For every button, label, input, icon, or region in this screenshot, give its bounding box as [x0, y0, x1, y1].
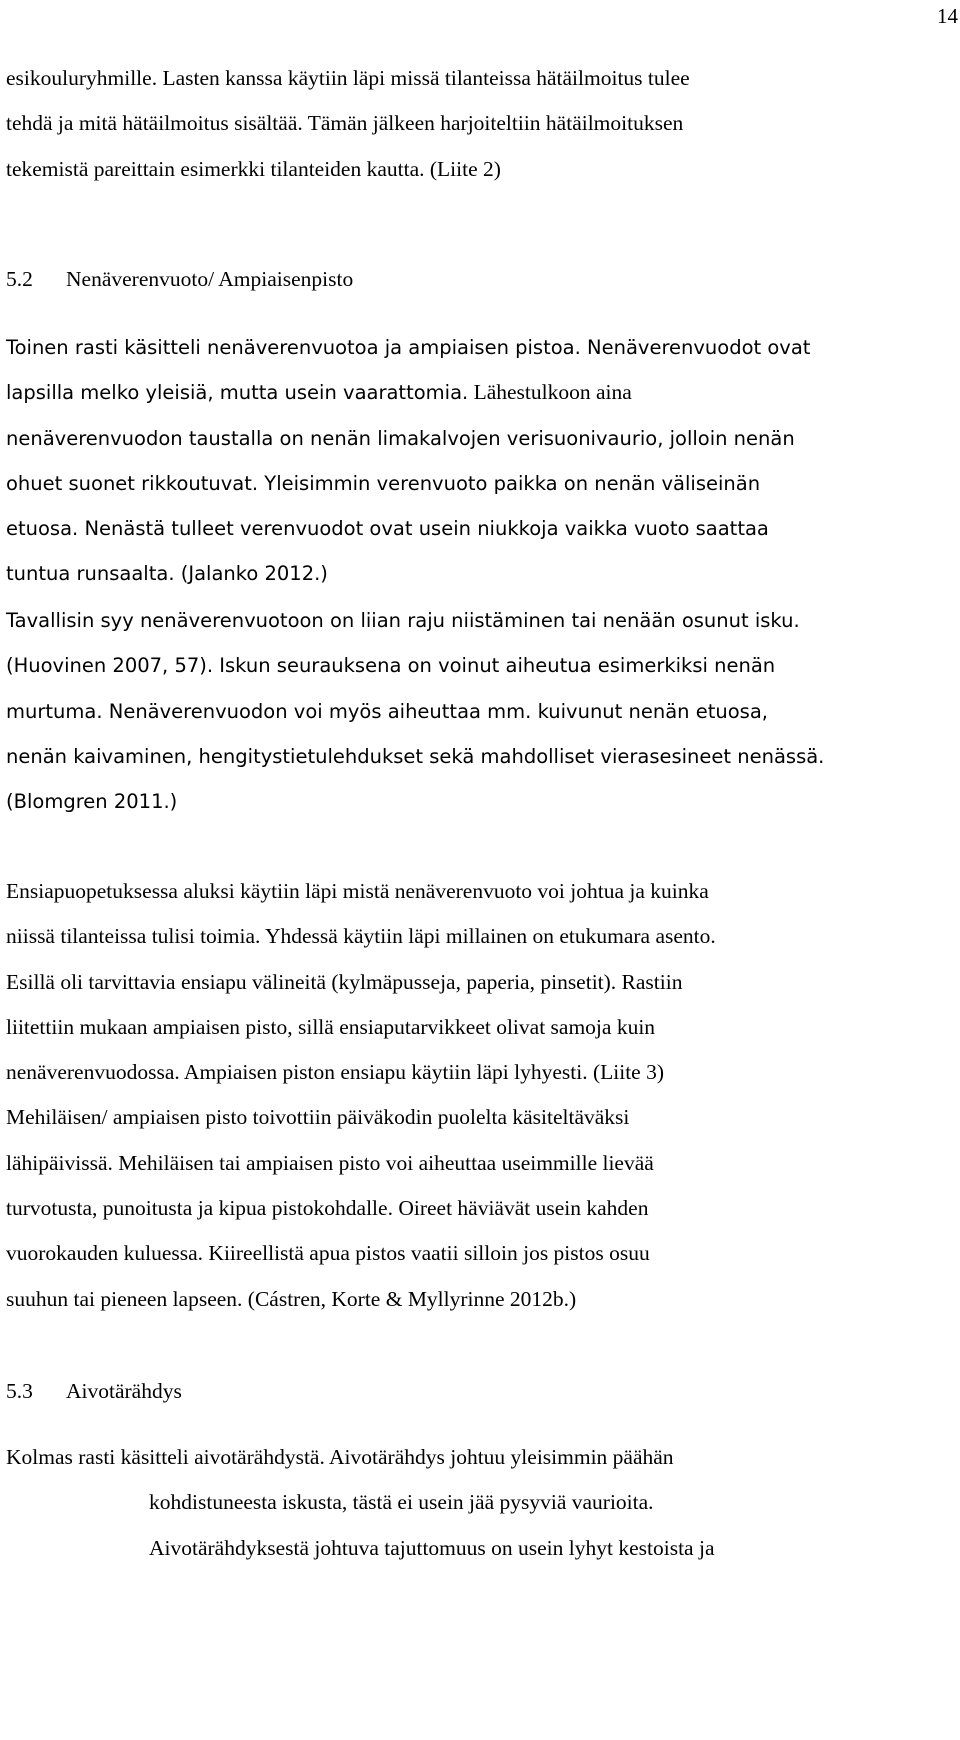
text-line: nenäverenvuodon taustalla on nenän limakalvojen verisuonivaurio, jolloin nenän — [6, 426, 795, 450]
section-heading-5-3 — [6, 1376, 182, 1406]
text-segment: Nenäverenvuodon voi myös aiheuttaa mm. — [102, 699, 532, 723]
text-line: Mehiläisen/ ampiaisen pisto toivottiin päiväkodin puolelta käsiteltäväksi — [6, 1105, 630, 1130]
paragraph-first-aid — [6, 869, 716, 1322]
text-line: tuntua runsaalta. (Jalanko 2012.) — [6, 562, 328, 586]
text-line: tehdä ja mitä hätäilmoitus sisältää. Tämän jälkeen harjoiteltiin hätäilmoituksen — [6, 111, 684, 136]
text-line: esikouluryhmille. Lasten kanssa käytiin läpi missä tilanteissa hätäilmoitus tulee — [6, 66, 690, 90]
section-title: Aivotärähdys — [66, 1379, 182, 1403]
text-segment: etuosa. — [6, 517, 79, 541]
text-line: nenän kaivaminen, hengitystietulehdukset sekä mahdolliset vierasesineet nenässä. — [6, 744, 825, 768]
section-number: 5.3 — [6, 1379, 33, 1403]
text-segment: Nenäverenvuodot ovat — [580, 336, 811, 359]
text-segment: (Huovinen 2007, 57). — [6, 654, 214, 678]
text-line: (Blomgren 2011.) — [6, 790, 178, 814]
section-title: Nenäverenvuoto/ Ampiaisenpisto — [66, 267, 354, 291]
text-line: suuhun tai pieneen lapseen. (Cástren, Korte & Myllyrinne 2012b.) — [6, 1286, 577, 1311]
section-number: 5.2 — [6, 267, 33, 291]
text-line: Aivotärähdyksestä johtuva tajuttomuus on usein lyhyt kestoista ja — [149, 1535, 715, 1560]
text-segment: murtuma. — [6, 699, 103, 723]
text-line: nenäverenvuodossa. Ampiaisen piston ensiapu käytiin läpi lyhyesti. (Liite 3) — [6, 1060, 665, 1085]
paragraph-nosebleed-1 — [6, 325, 810, 597]
text-segment: Iskun seurauksena on voinut aiheutua esimerkiksi nenän — [213, 654, 776, 678]
paragraph-nosebleed-2 — [6, 598, 824, 824]
paragraph-concussion — [6, 1435, 715, 1571]
text-segment: lapsilla melko yleisiä, mutta usein vaarattomia. — [6, 381, 469, 405]
text-segment: kuivunut nenän etuosa, — [531, 699, 768, 723]
text-line: lähipäivissä. Mehiläisen tai ampiaisen pisto voi aiheuttaa useimmille lievää — [6, 1150, 654, 1175]
text-line: turvotusta, punoitusta ja kipua pistokohdalle. Oireet häviävät usein kahden — [6, 1196, 649, 1221]
text-line: Esillä oli tarvittavia ensiapu välineitä (kylmäpusseja, paperia, pinsetit). Rastiin — [6, 969, 683, 994]
text-segment: Lähestulkoon aina — [468, 380, 632, 405]
text-line: tekemistä pareittain esimerkki tilanteiden kautta. (Liite 2) — [6, 156, 501, 181]
text-line: liitettiin mukaan ampiaisen pisto, sillä ensiaputarvikkeet olivat samoja kuin — [6, 1014, 656, 1039]
paragraph-intro — [6, 56, 690, 192]
page-number: 14 — [937, 4, 958, 28]
text-segment: Yleisimmin verenvuoto paikka on nenän väliseinän — [258, 471, 761, 495]
text-line: Tavallisin syy nenäverenvuotoon on liian raju niistäminen tai nenään osunut isku. — [6, 609, 800, 632]
text-line: vuorokauden kuluessa. Kiireellistä apua pistos vaatii silloin jos pistos osuu — [6, 1241, 650, 1266]
text-line: kohdistuneesta iskusta, tästä ei usein jää pysyviä vaurioita. — [149, 1490, 654, 1515]
text-segment: ohuet suonet rikkoutuvat. — [6, 471, 259, 495]
text-line: Kolmas rasti käsitteli aivotärähdystä. Aivotärähdys johtuu yleisimmin päähän — [6, 1445, 674, 1469]
text-line: niissä tilanteissa tulisi toimia. Yhdessä käytiin läpi millainen on etukumara asento. — [6, 924, 716, 949]
text-line: Ensiapuopetuksessa aluksi käytiin läpi mistä nenäverenvuoto voi johtua ja kuinka — [6, 879, 709, 903]
section-heading-5-2 — [6, 264, 353, 294]
text-segment: Toinen rasti käsitteli nenäverenvuotoa ja ampiaisen pistoa. — [6, 336, 581, 359]
text-segment: Nenästä tulleet verenvuodot ovat usein niukkoja vaikka vuoto saattaa — [78, 517, 769, 541]
